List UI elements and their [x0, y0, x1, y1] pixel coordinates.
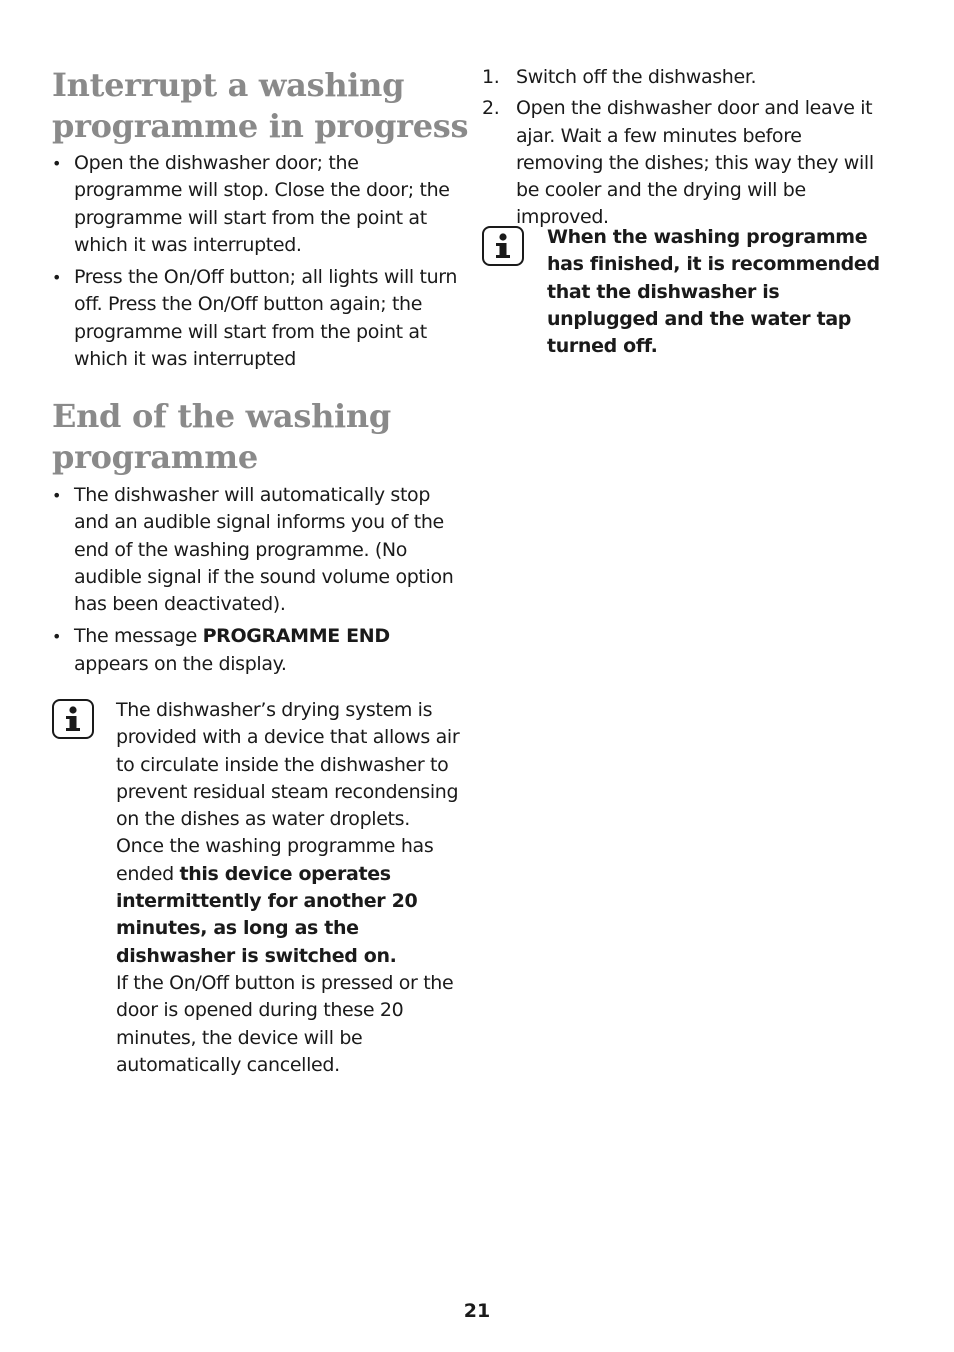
list-item — [482, 95, 892, 231]
note-paragraph: Once the washing programme has ended — [116, 835, 434, 885]
bullet-text: The message — [74, 625, 203, 648]
info-icon — [482, 226, 524, 266]
list-item — [482, 64, 892, 91]
message-programme-end: PROGRAMME END — [202, 625, 390, 648]
step-text: Open the dishwasher door and leave it ajar. Wait a few minutes before removing the dishes; this way they will be cooler and the drying will be improved. — [516, 97, 874, 229]
page-number: 21 — [463, 1300, 491, 1322]
heading-interrupt — [52, 65, 472, 147]
finish-note — [482, 224, 892, 360]
heading-end-line2: programme — [52, 438, 258, 476]
bullet-text: appears on the display. — [74, 652, 287, 675]
note-emphasis: this device operates intermittently for another 20 minutes, as long as the dishwasher is switched on. — [116, 862, 418, 967]
list-item: • The dishwasher will automatically stop and an audible signal informs you of the end of the washing programme. (No audible signal if the sound volume option has been deactivated). — [52, 482, 462, 618]
step-text: Switch off the dishwasher. — [516, 66, 757, 88]
drying-note — [52, 697, 462, 1079]
drying-note-text — [116, 697, 462, 1079]
steps-list — [482, 64, 892, 236]
end-bullet-list — [52, 482, 462, 683]
heading-interrupt-line1: Interrupt a washing — [52, 66, 405, 104]
note-paragraph: If the On/Off button is pressed or the door is opened during these 20 minutes, the device will be automatically cancelled. — [116, 971, 454, 1076]
step-number: 2. — [482, 97, 500, 120]
info-icon — [52, 699, 94, 739]
note-paragraph: The dishwasher’s drying system is provided with a device that allows air to circulate inside the dishwasher to prevent residual steam recondensing on the dishes as water droplets. — [116, 699, 460, 831]
step-number: 1. — [482, 66, 500, 88]
list-item — [52, 623, 462, 678]
heading-end-line1: End of the washing — [52, 397, 391, 435]
list-item: • Press the On/Off button; all lights will turn off. Press the On/Off button again; the programme will start from the point at which it was interrupted — [52, 264, 462, 373]
interrupt-bullet-list — [52, 150, 462, 378]
heading-interrupt-line2: programme in progress — [52, 107, 469, 145]
heading-end — [52, 396, 472, 478]
finish-note-text: When the washing programme has finished, it is recommended that the dishwasher is unplugged and the water tap turned off. — [547, 226, 880, 358]
list-item: • Open the dishwasher door; the programme will stop. Close the door; the programme will start from the point at which it was interrupted. — [52, 150, 462, 259]
